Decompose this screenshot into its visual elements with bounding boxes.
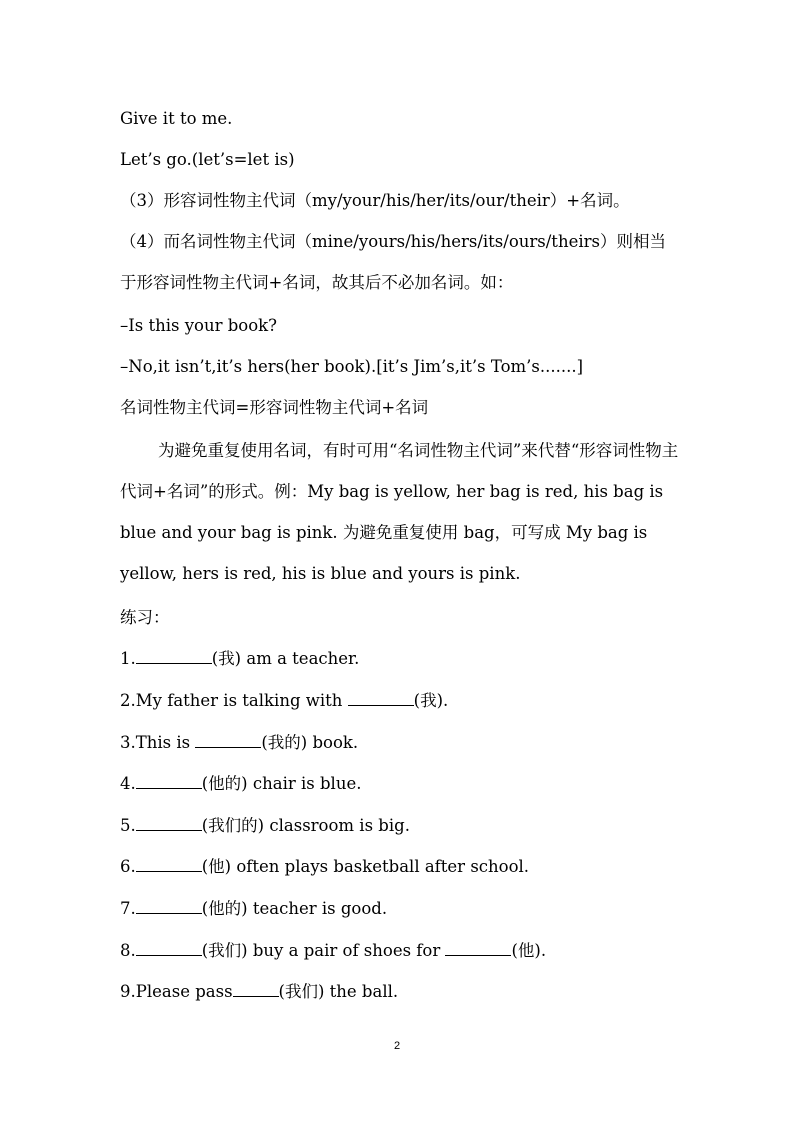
exercise-number: 5. <box>120 816 136 835</box>
text-line: （3）形容词性物主代词（my/your/his/her/its/our/their）+名词。 <box>120 191 630 210</box>
exercise-item: 7. (他的) teacher is good. <box>120 899 388 918</box>
text-line: 于形容词性物主代词+名词，故其后不必加名词。如： <box>120 273 514 292</box>
answer-blank[interactable] <box>136 899 202 914</box>
exercise-number: 1. <box>120 649 136 668</box>
page-number: 2 <box>393 1040 401 1052</box>
answer-blank[interactable] <box>136 649 212 664</box>
exercise-item: 5. (我们的) classroom is big. <box>120 816 410 835</box>
example-question: –Is this your book? <box>120 316 278 335</box>
exercise-number: 4. <box>120 774 136 793</box>
exercise-item: 2.My father is talking with (我). <box>120 691 449 710</box>
exercise-item: 8. (我们) buy a pair of shoes for (他). <box>120 941 547 960</box>
answer-blank[interactable] <box>136 857 202 872</box>
answer-blank[interactable] <box>136 774 202 789</box>
rule-line: 名词性物主代词=形容词性物主代词+名词 <box>120 398 429 417</box>
exercise-number: 6. <box>120 857 136 876</box>
exercise-number: 7. <box>120 899 136 918</box>
answer-blank[interactable] <box>445 941 511 956</box>
exercise-item: 3.This is (我的) book. <box>120 733 359 752</box>
exercise-item: 6. (他) often plays basketball after school. <box>120 857 530 876</box>
answer-blank[interactable] <box>136 816 202 831</box>
text-line: Let’s go.(let’s=let is) <box>120 150 295 169</box>
answer-blank[interactable] <box>136 941 202 956</box>
exercise-number: 9. <box>120 982 136 1001</box>
exercise-item: 1. (我) am a teacher. <box>120 649 360 668</box>
text-line: Give it to me. <box>120 109 233 128</box>
exercise-item: 4. (他的) chair is blue. <box>120 774 362 793</box>
exercise-number: 3. <box>120 733 136 752</box>
explanation-paragraph: 为避免重复使用名词，有时可用“名词性物主代词”来代替“形容词性物主代词+名词”的形式。例：My bag is yellow, her bag is red, his bag is blue and your bag is pink. 为避免重复使用 bag，可写成 My bag is yellow, hers is red, his is blue and yours is pink. <box>120 441 679 583</box>
exercise-item: 9.Please pass (我们) the ball. <box>120 982 399 1001</box>
answer-blank[interactable] <box>195 733 261 748</box>
answer-blank[interactable] <box>348 691 414 706</box>
example-answer: –No,it isn’t,it’s hers(her book).[it’s Jim’s,it’s Tom’s.......] <box>120 357 584 376</box>
exercise-number: 2. <box>120 691 136 710</box>
answer-blank[interactable] <box>233 982 279 997</box>
exercise-heading: 练习： <box>120 608 170 627</box>
text-line: （4）而名词性物主代词（mine/yours/his/hers/its/ours/theirs）则相当 <box>120 232 666 251</box>
exercise-number: 8. <box>120 941 136 960</box>
